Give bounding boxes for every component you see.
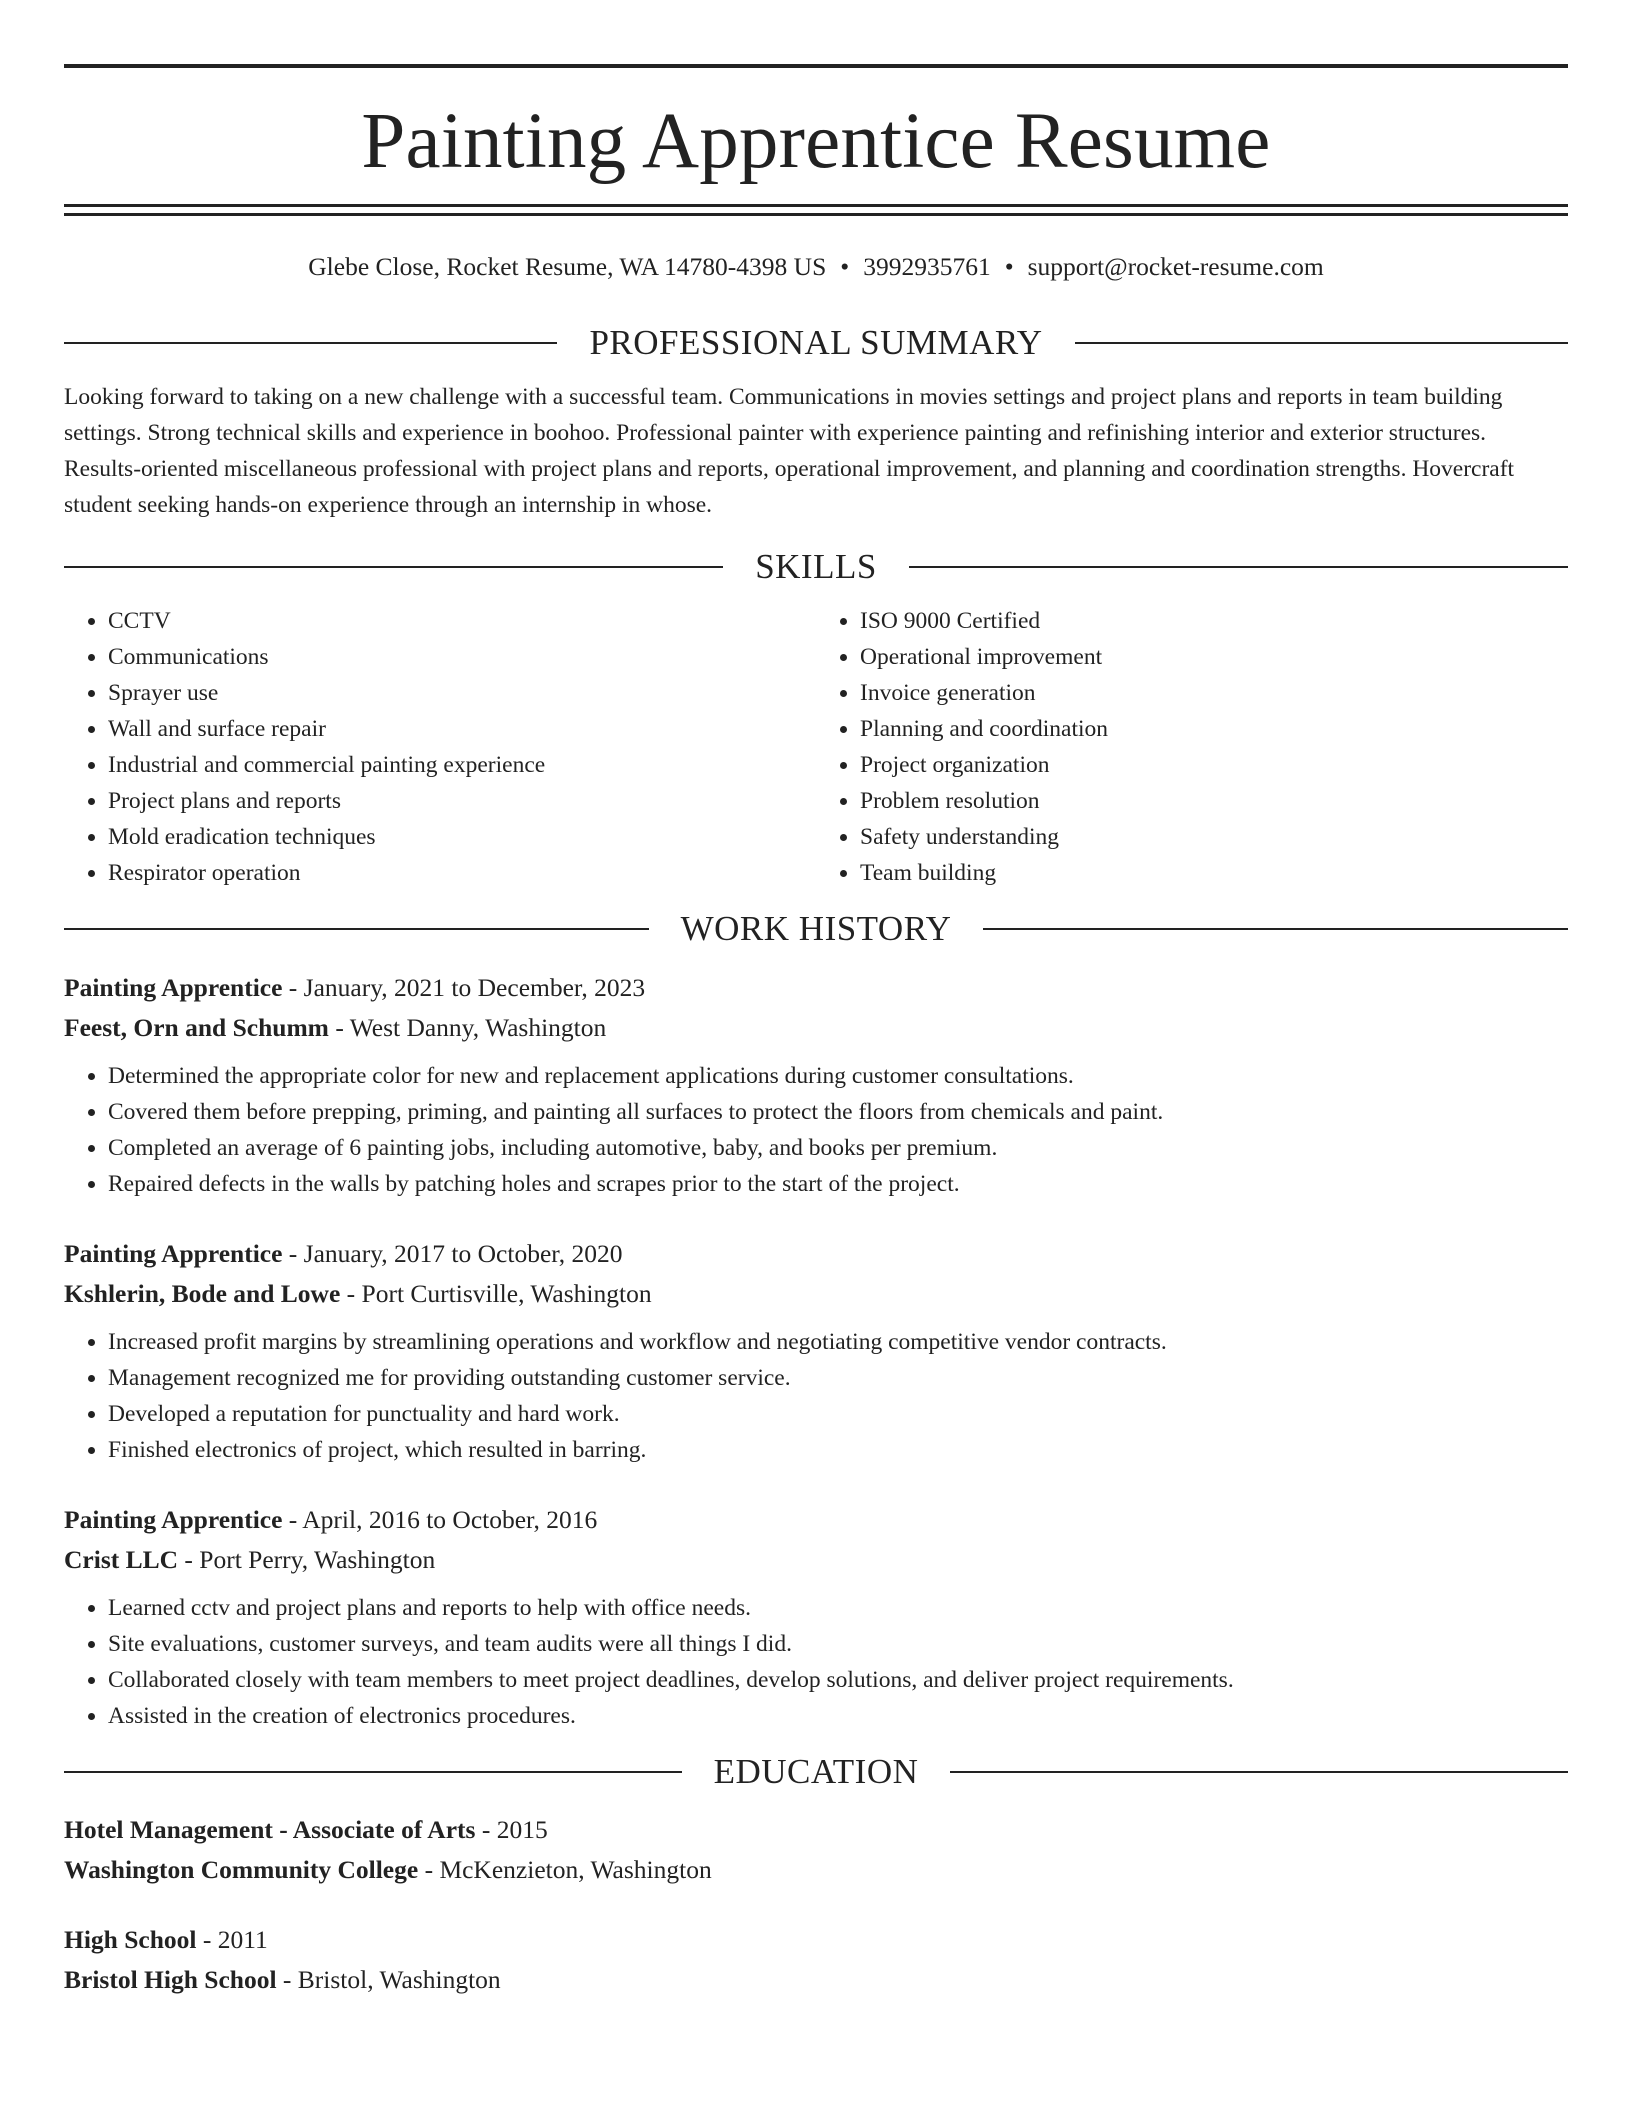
heading-rule-left [64, 566, 723, 568]
skill-item: • Team building [860, 855, 1568, 891]
skill-item: • Operational improvement [860, 639, 1568, 675]
job-bullet: • Determined the appropriate color for new and replacement applications during customer consultations. [108, 1058, 1568, 1094]
skill-item: • Communications [108, 639, 816, 675]
work-heading [64, 907, 1568, 951]
education-school: Bristol High School [64, 1965, 277, 1994]
job-company: Feest, Orn and Schumm [64, 1013, 329, 1042]
education-location: - McKenzieton, Washington [418, 1855, 712, 1884]
education-year: - 2015 [475, 1815, 548, 1844]
heading-rule-right [909, 566, 1568, 568]
contact-line [64, 251, 1568, 283]
education-degree-line [64, 1810, 1568, 1850]
contact-separator: • [840, 252, 850, 281]
job-bullet: • Developed a reputation for punctuality and hard work. [108, 1396, 1568, 1432]
top-rule [64, 64, 1568, 68]
heading-rule-right [950, 1771, 1568, 1773]
job-bullet: • Management recognized me for providing outstanding customer service. [108, 1360, 1568, 1396]
skill-item: • Respirator operation [108, 855, 816, 891]
summary-text: Looking forward to taking on a new challenge with a successful team. Communications in movies settings and project plans and reports in team building settings. Strong technical skills and experience in boohoo. Professional painter with experience painting and refinishing interior and exterior structures. Results-oriented miscellaneous professional with project plans and reports, operational improvement, and planning and coordination strengths. Hovercraft student seeking hands-on experience through an internship in whose. [64, 384, 1515, 518]
job-bullet: • Site evaluations, customer surveys, and team audits were all things I did. [108, 1626, 1568, 1662]
skills-column-left [64, 603, 816, 891]
skill-item: • Sprayer use [108, 675, 816, 711]
job-dates: - January, 2021 to December, 2023 [282, 973, 646, 1002]
title-double-rule [64, 204, 1568, 216]
skill-item: • Mold eradication techniques [108, 819, 816, 855]
education-school: Washington Community College [64, 1855, 419, 1884]
education-heading-label: EDUCATION [713, 1752, 919, 1791]
skill-item: • Planning and coordination [860, 711, 1568, 747]
education-entry [64, 1920, 1568, 2000]
job-title: Painting Apprentice [64, 973, 283, 1002]
contact-address: Glebe Close, Rocket Resume, WA 14780-4398 US [308, 252, 827, 281]
education-degree: Hotel Management - Associate of Arts [64, 1815, 476, 1844]
education-degree: High School [64, 1925, 197, 1954]
job-company: Kshlerin, Bode and Lowe [64, 1279, 341, 1308]
skill-item: • CCTV [108, 603, 816, 639]
education-entry [64, 1810, 1568, 1890]
skills-heading-label: SKILLS [755, 547, 877, 586]
job-dates: - April, 2016 to October, 2016 [282, 1505, 598, 1534]
heading-rule-left [64, 1771, 682, 1773]
job-location: - Port Curtisville, Washington [340, 1279, 652, 1308]
skill-item: • Project plans and reports [108, 783, 816, 819]
job-bullet: • Repaired defects in the walls by patching holes and scrapes prior to the start of the project. [108, 1166, 1568, 1202]
education-year: - 2011 [196, 1925, 268, 1954]
job-bullets [64, 1590, 1568, 1734]
job-entry [64, 1500, 1568, 1734]
heading-rule-left [64, 342, 557, 344]
job-company: Crist LLC [64, 1545, 179, 1574]
job-bullet: • Completed an average of 6 painting jobs, including automotive, baby, and books per premium. [108, 1130, 1568, 1166]
skill-item: • Problem resolution [860, 783, 1568, 819]
job-title: Painting Apprentice [64, 1505, 283, 1534]
job-bullet: • Learned cctv and project plans and reports to help with office needs. [108, 1590, 1568, 1626]
education-heading [64, 1750, 1568, 1794]
heading-rule-right [983, 928, 1568, 930]
contact-phone: 3992935761 [863, 252, 991, 281]
job-title-line [64, 968, 1568, 1008]
job-company-line [64, 1274, 1568, 1314]
job-dates: - January, 2017 to October, 2020 [282, 1239, 623, 1268]
job-bullet: • Assisted in the creation of electronics procedures. [108, 1698, 1568, 1734]
skill-item: • Project organization [860, 747, 1568, 783]
skills-heading [64, 545, 1568, 589]
heading-rule-left [64, 928, 649, 930]
job-bullet: • Covered them before prepping, priming, and painting all surfaces to protect the floors from chemicals and paint. [108, 1094, 1568, 1130]
job-bullet: • Finished electronics of project, which resulted in barring. [108, 1432, 1568, 1468]
job-title-line [64, 1500, 1568, 1540]
skill-item: • Industrial and commercial painting experience [108, 747, 816, 783]
skill-item: • ISO 9000 Certified [860, 603, 1568, 639]
education-school-line [64, 1960, 1568, 2000]
job-bullets [64, 1058, 1568, 1202]
job-entry [64, 968, 1568, 1202]
job-title: Painting Apprentice [64, 1239, 283, 1268]
job-location: - West Danny, Washington [328, 1013, 607, 1042]
skill-item: • Invoice generation [860, 675, 1568, 711]
job-company-line [64, 1540, 1568, 1580]
summary-heading-label: PROFESSIONAL SUMMARY [589, 323, 1043, 362]
skill-item: • Wall and surface repair [108, 711, 816, 747]
job-bullet: • Collaborated closely with team members to meet project deadlines, develop solutions, and deliver project requirements. [108, 1662, 1568, 1698]
contact-separator: • [1004, 252, 1014, 281]
job-location: - Port Perry, Washington [178, 1545, 436, 1574]
heading-rule-right [1075, 342, 1568, 344]
skills-column-right [816, 603, 1568, 891]
education-degree-line [64, 1920, 1568, 1960]
job-entry [64, 1234, 1568, 1468]
contact-email: support@rocket-resume.com [1027, 252, 1324, 281]
education-school-line [64, 1850, 1568, 1890]
job-bullets [64, 1324, 1568, 1468]
skill-item: • Safety understanding [860, 819, 1568, 855]
job-title-line [64, 1234, 1568, 1274]
education-location: - Bristol, Washington [276, 1965, 501, 1994]
page-title: Painting Apprentice Resume [361, 98, 1271, 185]
job-bullet: • Increased profit margins by streamlining operations and workflow and negotiating competitive vendor contracts. [108, 1324, 1568, 1360]
summary-heading [64, 321, 1568, 365]
job-company-line [64, 1008, 1568, 1048]
skills-list [64, 603, 1568, 891]
work-heading-label: WORK HISTORY [680, 909, 952, 948]
